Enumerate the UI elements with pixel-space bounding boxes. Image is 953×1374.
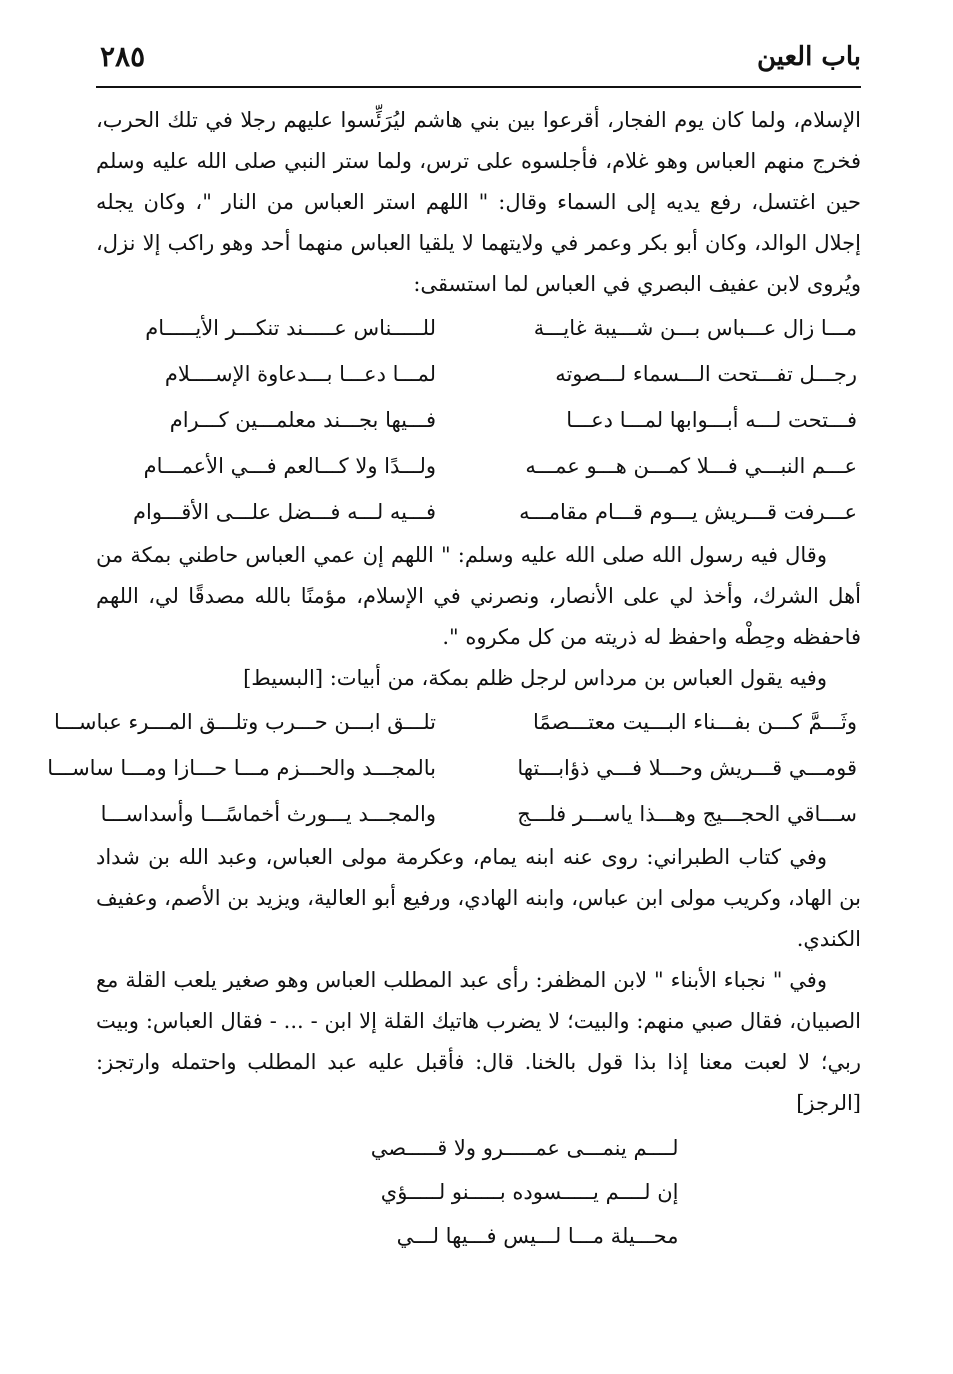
paragraph-3: وفيه يقول العباس بن مرداس لرجل ظلم بمكة، من أبيات: [البسيط]: [243, 666, 827, 690]
verse-first-hemistich: فـــتحت لـــه أبـــوابها لمـــا دعـــا: [566, 408, 857, 432]
verse-line: [47, 745, 861, 791]
verse-second-hemistich: تلـــق ابـــن حـــرب وتلـــق المـــرء عباســـا: [54, 710, 436, 734]
verse-first-hemistich: عـــم النبـــي فـــلا كمـــن هـــو عمـــه: [525, 454, 857, 478]
rajaz-poem: [96, 1126, 861, 1258]
rajaz-line: [96, 1126, 861, 1170]
verse-first-hemistich: مـــا زال عـــباس بـــن شـــيبة غايـــة: [533, 316, 857, 340]
verse-first-hemistich: رجـــل تفـــتحت الـــسماء لـــصوته: [555, 362, 857, 386]
verse-line: [96, 351, 861, 397]
paragraph-4: وفي كتاب الطبراني: روى عنه ابنه يمام، وعكرمة مولى العباس، وعبد الله بن شداد بن الهاد، وكريب مولى ابن عباس، وابنه الهادي، ورفيع أبو العالية، ويزيد بن الأصم، وعفيف الكندي.: [96, 845, 861, 951]
paragraph-2: وقال فيه رسول الله صلى الله عليه وسلم: " اللهم إن عمي العباس حاطني بمكة من أهل الشرك، وأخذ لي على الأنصار، ونصرني في الإسلام، مؤمنًا بالله مصدقًا لي، اللهم فاحفظه وحِطْه واحفظ له ذريته من كل مكروه ".: [96, 543, 861, 649]
page-header: [96, 38, 861, 88]
rajaz-line: [96, 1214, 861, 1258]
verse-second-hemistich: بالمجـــد والحـــزم مـــا حـــازا ومـــا ساســـا: [47, 756, 436, 780]
poem-ibn-afif: [96, 305, 861, 535]
verse-line: [96, 305, 861, 351]
verse-first-hemistich: قومـــي قـــريش وحـــلا فـــي ذؤابـــتها: [517, 756, 857, 780]
rajaz-line-text: لــــم ينمـــى عمـــــرو ولا قـــــصي: [370, 1136, 679, 1160]
verse-second-hemistich: لمـــا دعـــا بـــدعاوة الإســــلام: [164, 362, 436, 386]
verse-second-hemistich: فـــيها بجـــند معلمـــين كـــرام: [169, 408, 436, 432]
poem-abbas-ibn-mirdas: [47, 699, 861, 837]
chapter-title: باب العين: [756, 42, 861, 72]
verse-first-hemistich: وثَـــمَّ كـــن بفـــناء البـــيت معتـــصمًا: [532, 710, 857, 734]
page-number: ٢٨٥: [100, 40, 146, 73]
rajaz-line-text: محـــيلة مـــا لـــيس فـــيها لـــي: [396, 1224, 679, 1248]
verse-line: [96, 791, 861, 837]
rajaz-line-text: إن لــــم يـــــسوده بـــــنو لـــــؤي: [380, 1180, 679, 1204]
verse-line: [96, 397, 861, 443]
verse-line: [96, 443, 861, 489]
verse-first-hemistich: ســـاقي الحجـــيج وهـــذا ياســـر فلـــج: [517, 802, 857, 826]
paragraph-1: الإسلام، ولما كان يوم الفجار، أقرعوا بين بني هاشم ليُرَئِّسوا عليهم رجلا في تلك الحرب، فخرج منهم العباس وهو غلام، فأجلسوه على ترس، ولما ستر النبي صلى الله عليه وسلم حين اغتسل، رفع يديه إلى السماء وقال: " اللهم استر العباس من النار "، وكان يجله إجلال الوالد، وكان أبو بكر وعمر في ولايتهما لا يلقيا العباس منهما أحد وهو راكب إلا نزل، ويُروى لابن عفيف البصري في العباس لما استسقى:: [96, 108, 862, 296]
verse-second-hemistich: والمجـــد يـــورث أخماسًـــا وأسداســـا: [100, 802, 436, 826]
rajaz-line: [96, 1170, 861, 1214]
verse-second-hemistich: للـــــناس عـــــند تنكـــر الأيـــــام: [145, 316, 436, 340]
verse-line: [54, 699, 861, 745]
page-body: [47, 100, 862, 1258]
verse-line: [96, 489, 861, 535]
verse-second-hemistich: فـــيه لـــه فـــضل علـــى الأقـــوام: [133, 500, 436, 524]
verse-first-hemistich: عـــرفت قـــريش يـــوم قـــام مقامـــه: [519, 500, 857, 524]
verse-second-hemistich: ولـــدًا ولا كـــالعم فـــي الأعمـــام: [143, 454, 436, 478]
paragraph-5: وفي " نجباء الأبناء " لابن المظفر: رأى عبد المطلب العباس وهو صغير يلعب القلة مع الصبيان، فقال صبي منهم: والبيت؛ لا يضرب هاتيك القلة إلا ابن - ... - فقال العباس: وبيت ربي؛ لا لعبت معنا إذا بذا قول بالخنا. قال: فأقبل عليه عبد المطلب واحتمله وارتجز: [الرجز]: [96, 968, 861, 1115]
